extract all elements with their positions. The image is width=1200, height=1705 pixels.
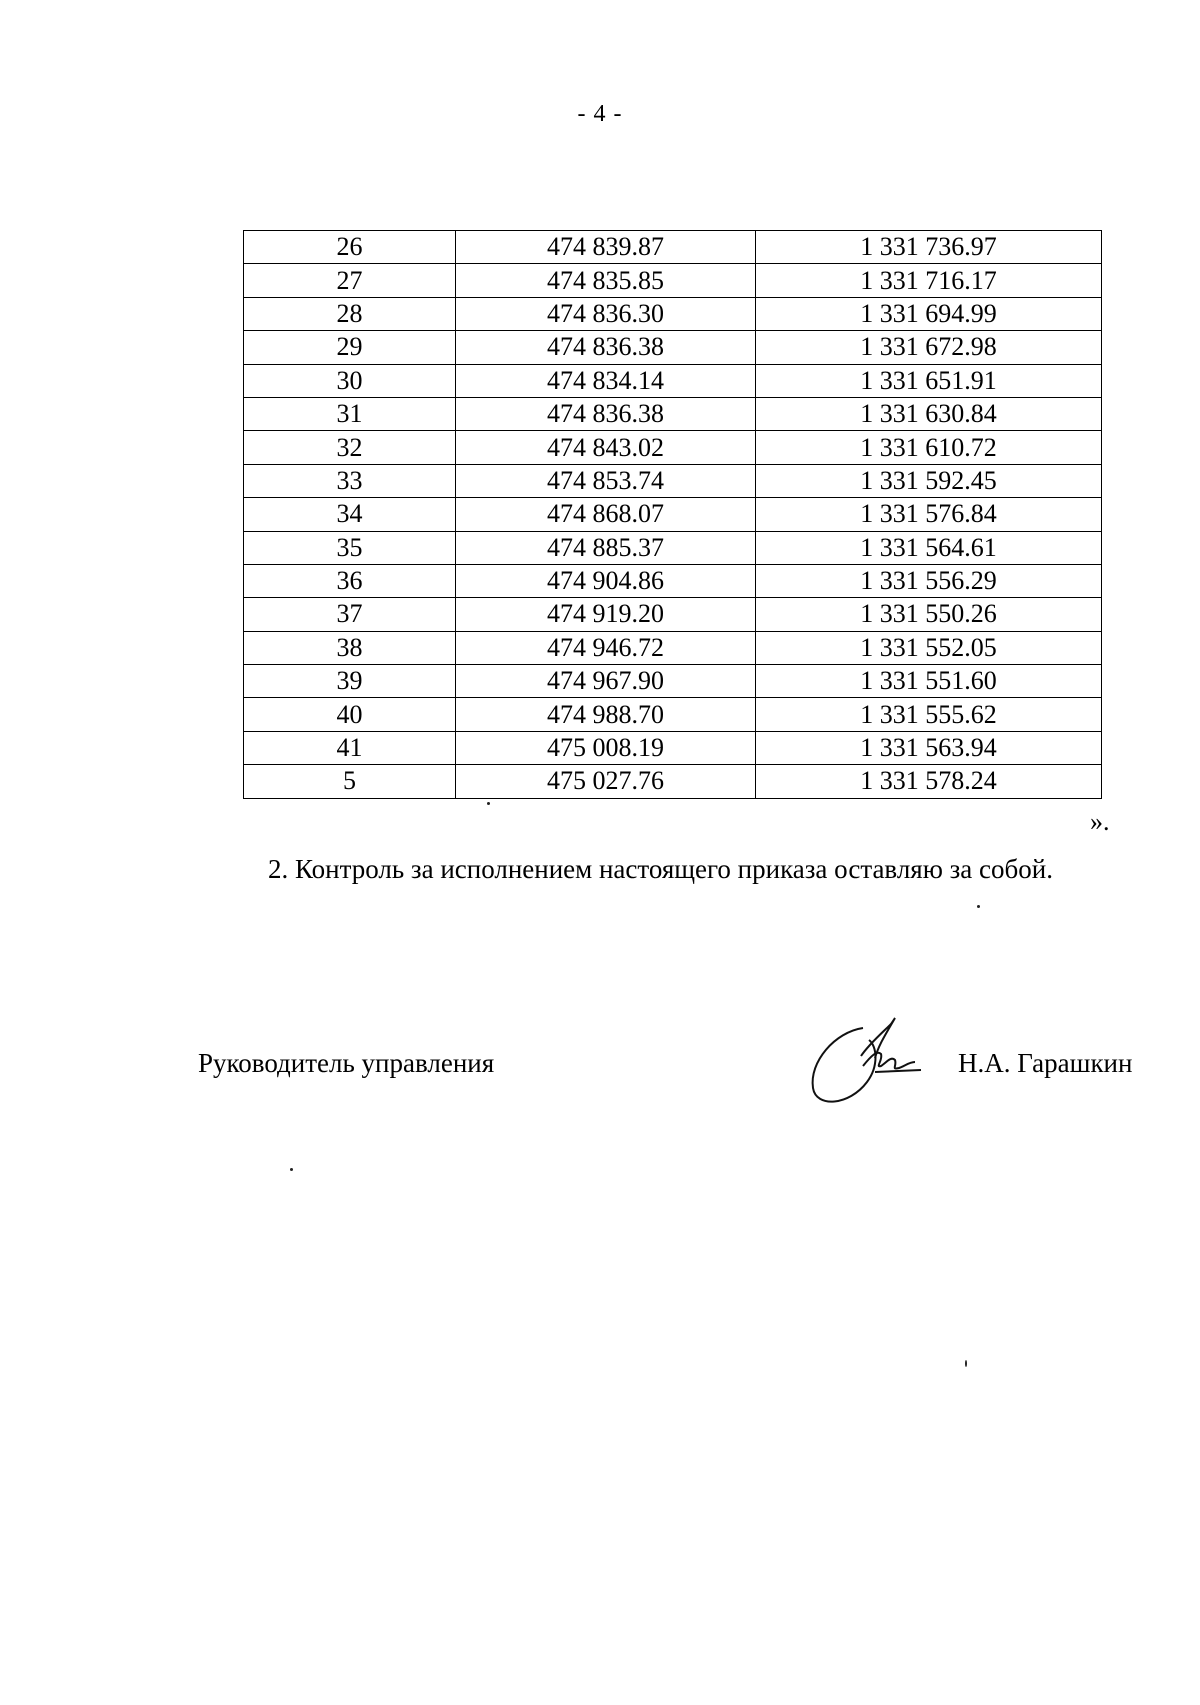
y-coordinate-cell: 1 331 672.98 [756,331,1102,364]
table-row [244,698,1102,731]
x-coordinate-cell: 474 919.20 [456,598,756,631]
y-coordinate-cell: 1 331 555.62 [756,698,1102,731]
point-number-cell: 5 [244,765,456,798]
x-coordinate-cell: 474 885.37 [456,531,756,564]
page-number: - 4 - [577,101,623,127]
table-row [244,297,1102,330]
point-number-cell: 26 [244,231,456,264]
y-coordinate-cell: 1 331 592.45 [756,464,1102,497]
signer-position: Руководитель управления [198,1048,495,1078]
y-coordinate-cell: 1 331 576.84 [756,498,1102,531]
x-coordinate-cell: 474 967.90 [456,665,756,698]
y-coordinate-cell: 1 331 694.99 [756,297,1102,330]
x-coordinate-cell: 474 946.72 [456,631,756,664]
table-row [244,765,1102,798]
point-number-cell: 40 [244,698,456,731]
point-number-cell: 39 [244,665,456,698]
table-row [244,231,1102,264]
y-coordinate-cell: 1 331 610.72 [756,431,1102,464]
x-coordinate-cell: 474 836.30 [456,297,756,330]
scan-speck [487,802,490,805]
y-coordinate-cell: 1 331 578.24 [756,765,1102,798]
table-row [244,364,1102,397]
y-coordinate-cell: 1 331 716.17 [756,264,1102,297]
y-coordinate-cell: 1 331 550.26 [756,598,1102,631]
table-row [244,631,1102,664]
table-row [244,331,1102,364]
table-row [244,397,1102,430]
point-number-cell: 27 [244,264,456,297]
y-coordinate-cell: 1 331 552.05 [756,631,1102,664]
point-number-cell: 34 [244,498,456,531]
y-coordinate-cell: 1 331 564.61 [756,531,1102,564]
x-coordinate-cell: 475 027.76 [456,765,756,798]
point-number-cell: 32 [244,431,456,464]
point-number-cell: 31 [244,397,456,430]
point-number-cell: 41 [244,731,456,764]
y-coordinate-cell: 1 331 556.29 [756,564,1102,597]
x-coordinate-cell: 474 843.02 [456,431,756,464]
x-coordinate-cell: 474 836.38 [456,331,756,364]
table-row [244,564,1102,597]
x-coordinate-cell: 474 868.07 [456,498,756,531]
handwritten-signature [805,1010,925,1110]
point-number-cell: 37 [244,598,456,631]
table-row [244,498,1102,531]
closing-quote: ». [1090,807,1110,836]
x-coordinate-cell: 474 853.74 [456,464,756,497]
point-number-cell: 30 [244,364,456,397]
point-number-cell: 28 [244,297,456,330]
table-row [244,665,1102,698]
signer-name: Н.А. Гарашкин [958,1048,1133,1078]
y-coordinate-cell: 1 331 551.60 [756,665,1102,698]
x-coordinate-cell: 475 008.19 [456,731,756,764]
scan-speck [965,1360,967,1367]
clause-2-text: 2. Контроль за исполнением настоящего приказа оставляю за собой. [268,854,1053,884]
scan-speck [290,1168,293,1171]
point-number-cell: 38 [244,631,456,664]
x-coordinate-cell: 474 904.86 [456,564,756,597]
y-coordinate-cell: 1 331 630.84 [756,397,1102,430]
point-number-cell: 35 [244,531,456,564]
y-coordinate-cell: 1 331 563.94 [756,731,1102,764]
x-coordinate-cell: 474 836.38 [456,397,756,430]
x-coordinate-cell: 474 839.87 [456,231,756,264]
table-row [244,264,1102,297]
y-coordinate-cell: 1 331 736.97 [756,231,1102,264]
y-coordinate-cell: 1 331 651.91 [756,364,1102,397]
table-row [244,531,1102,564]
point-number-cell: 36 [244,564,456,597]
x-coordinate-cell: 474 835.85 [456,264,756,297]
point-number-cell: 29 [244,331,456,364]
table-row [244,464,1102,497]
x-coordinate-cell: 474 988.70 [456,698,756,731]
scan-speck [977,905,980,908]
point-number-cell: 33 [244,464,456,497]
table-row [244,431,1102,464]
coordinates-table [243,230,1102,799]
x-coordinate-cell: 474 834.14 [456,364,756,397]
table-row [244,731,1102,764]
table-row [244,598,1102,631]
